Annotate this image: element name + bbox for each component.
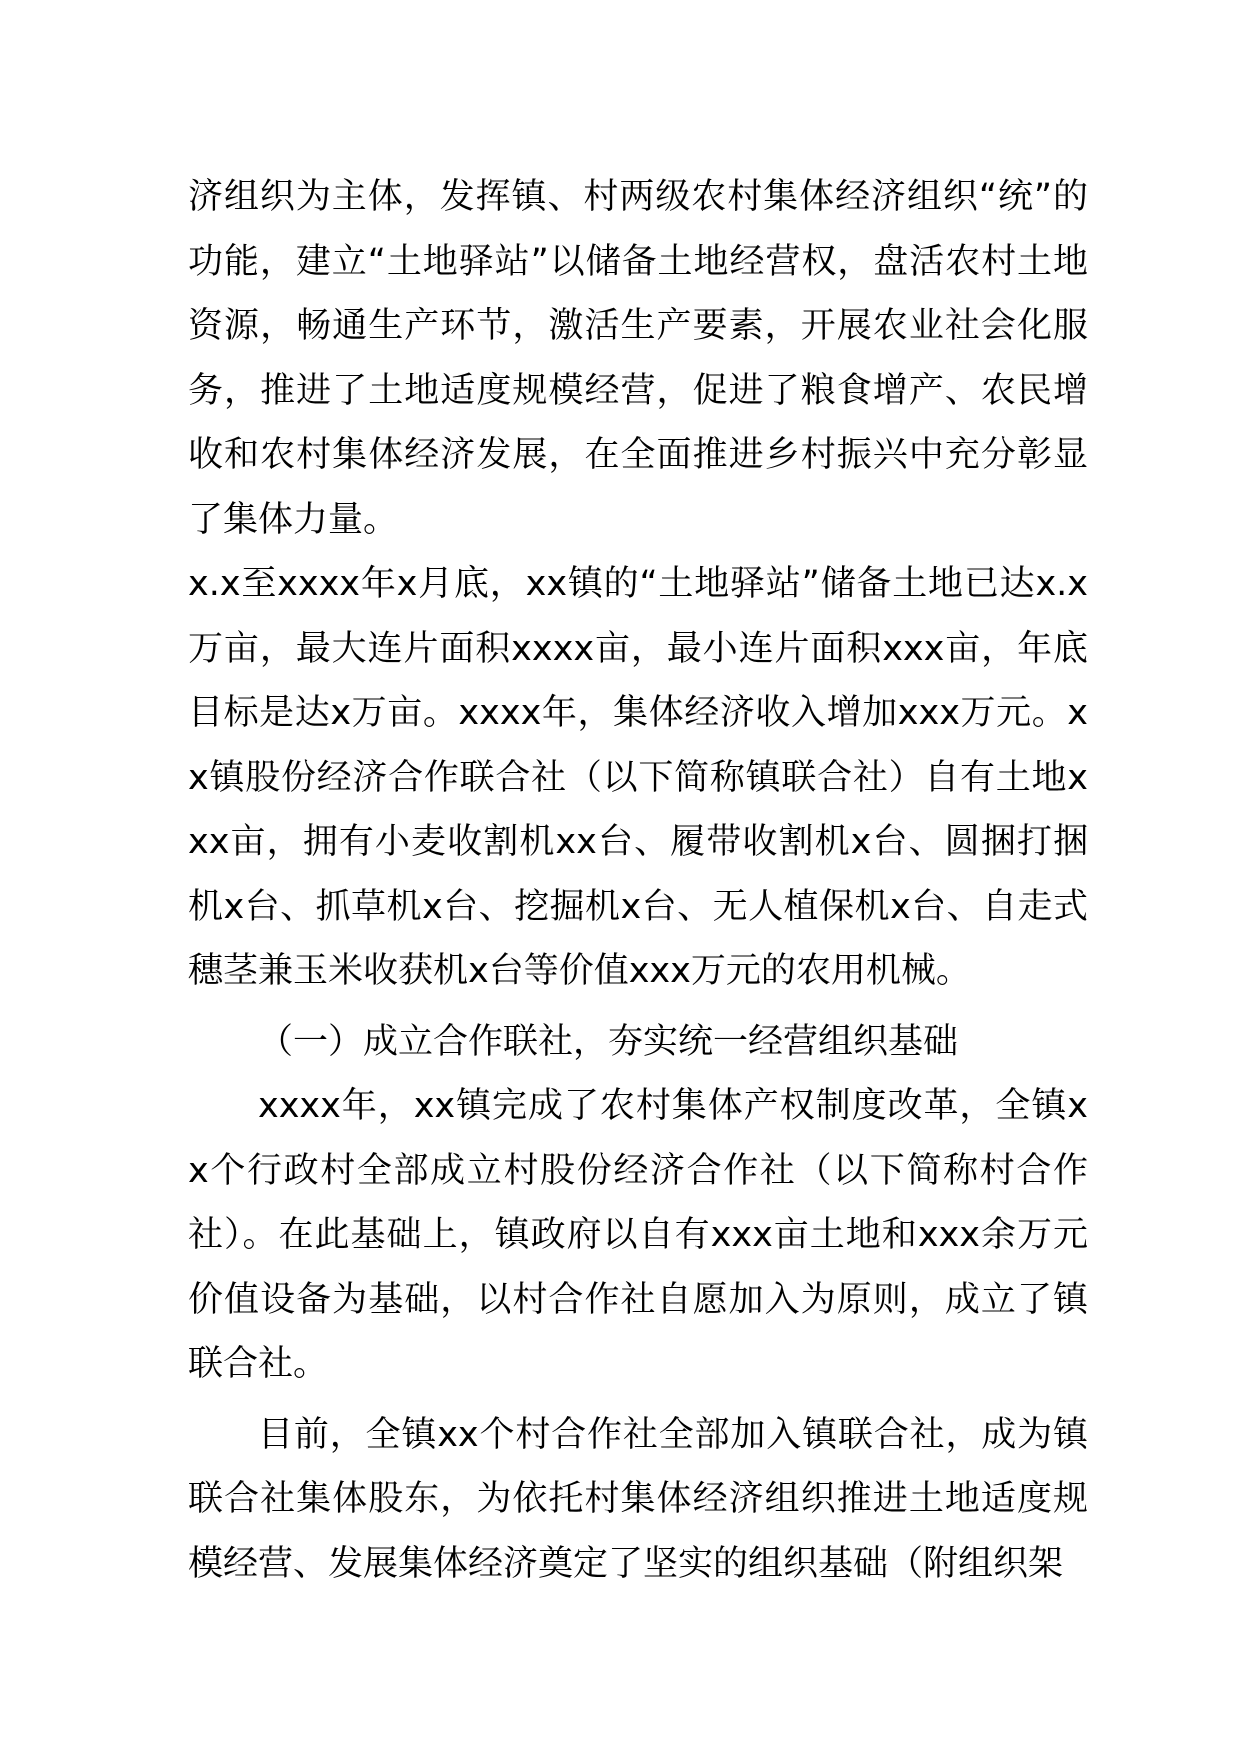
body-paragraph-reform: xxxx年，xx镇完成了农村集体产权制度改革，全镇xx个行政村全部成立村股份经济合作社（以下简称村合作社）。在此基础上，镇政府以自有xxx亩土地和xxx余万元价值设备为基础，以村合作社自愿加入为原则，成立了镇联合社。	[188, 1086, 1088, 1384]
document-body	[188, 165, 1088, 1596]
body-paragraph-statistics: x.x至xxxx年x月底，xx镇的“土地驿站”储备土地已达x.x万亩，最大连片面积xxxx亩，最小连片面积xxx亩，年底目标是达x万亩。xxxx年，集体经济收入增加xxx万元。xx镇股份经济合作联合社（以下简称镇联合社）自有土地xxx亩，拥有小麦收割机xx台、履带收割机x台、圆捆打捆机x台、抓草机x台、挖掘机x台、无人植保机x台、自走式穗茎兼玉米收获机x台等价值xxx万元的农用机械。	[188, 564, 1088, 991]
body-paragraph-current: 目前，全镇xx个村合作社全部加入镇联合社，成为镇联合社集体股东，为依托村集体经济组织推进土地适度规模经营、发展集体经济奠定了坚实的组织基础（附组织架	[188, 1414, 1088, 1584]
section-heading: （一）成立合作联社，夯实统一经营组织基础	[258, 1021, 959, 1062]
body-paragraph-intro: 济组织为主体，发挥镇、村两级农村集体经济组织“统”的功能，建立“土地驿站”以储备土地经营权，盘活农村土地资源，畅通生产环节，激活生产要素，开展农业社会化服务，推进了土地适度规模经营，促进了粮食增产、农民增收和农村集体经济发展，在全面推进乡村振兴中充分彰显了集体力量。	[188, 177, 1088, 540]
